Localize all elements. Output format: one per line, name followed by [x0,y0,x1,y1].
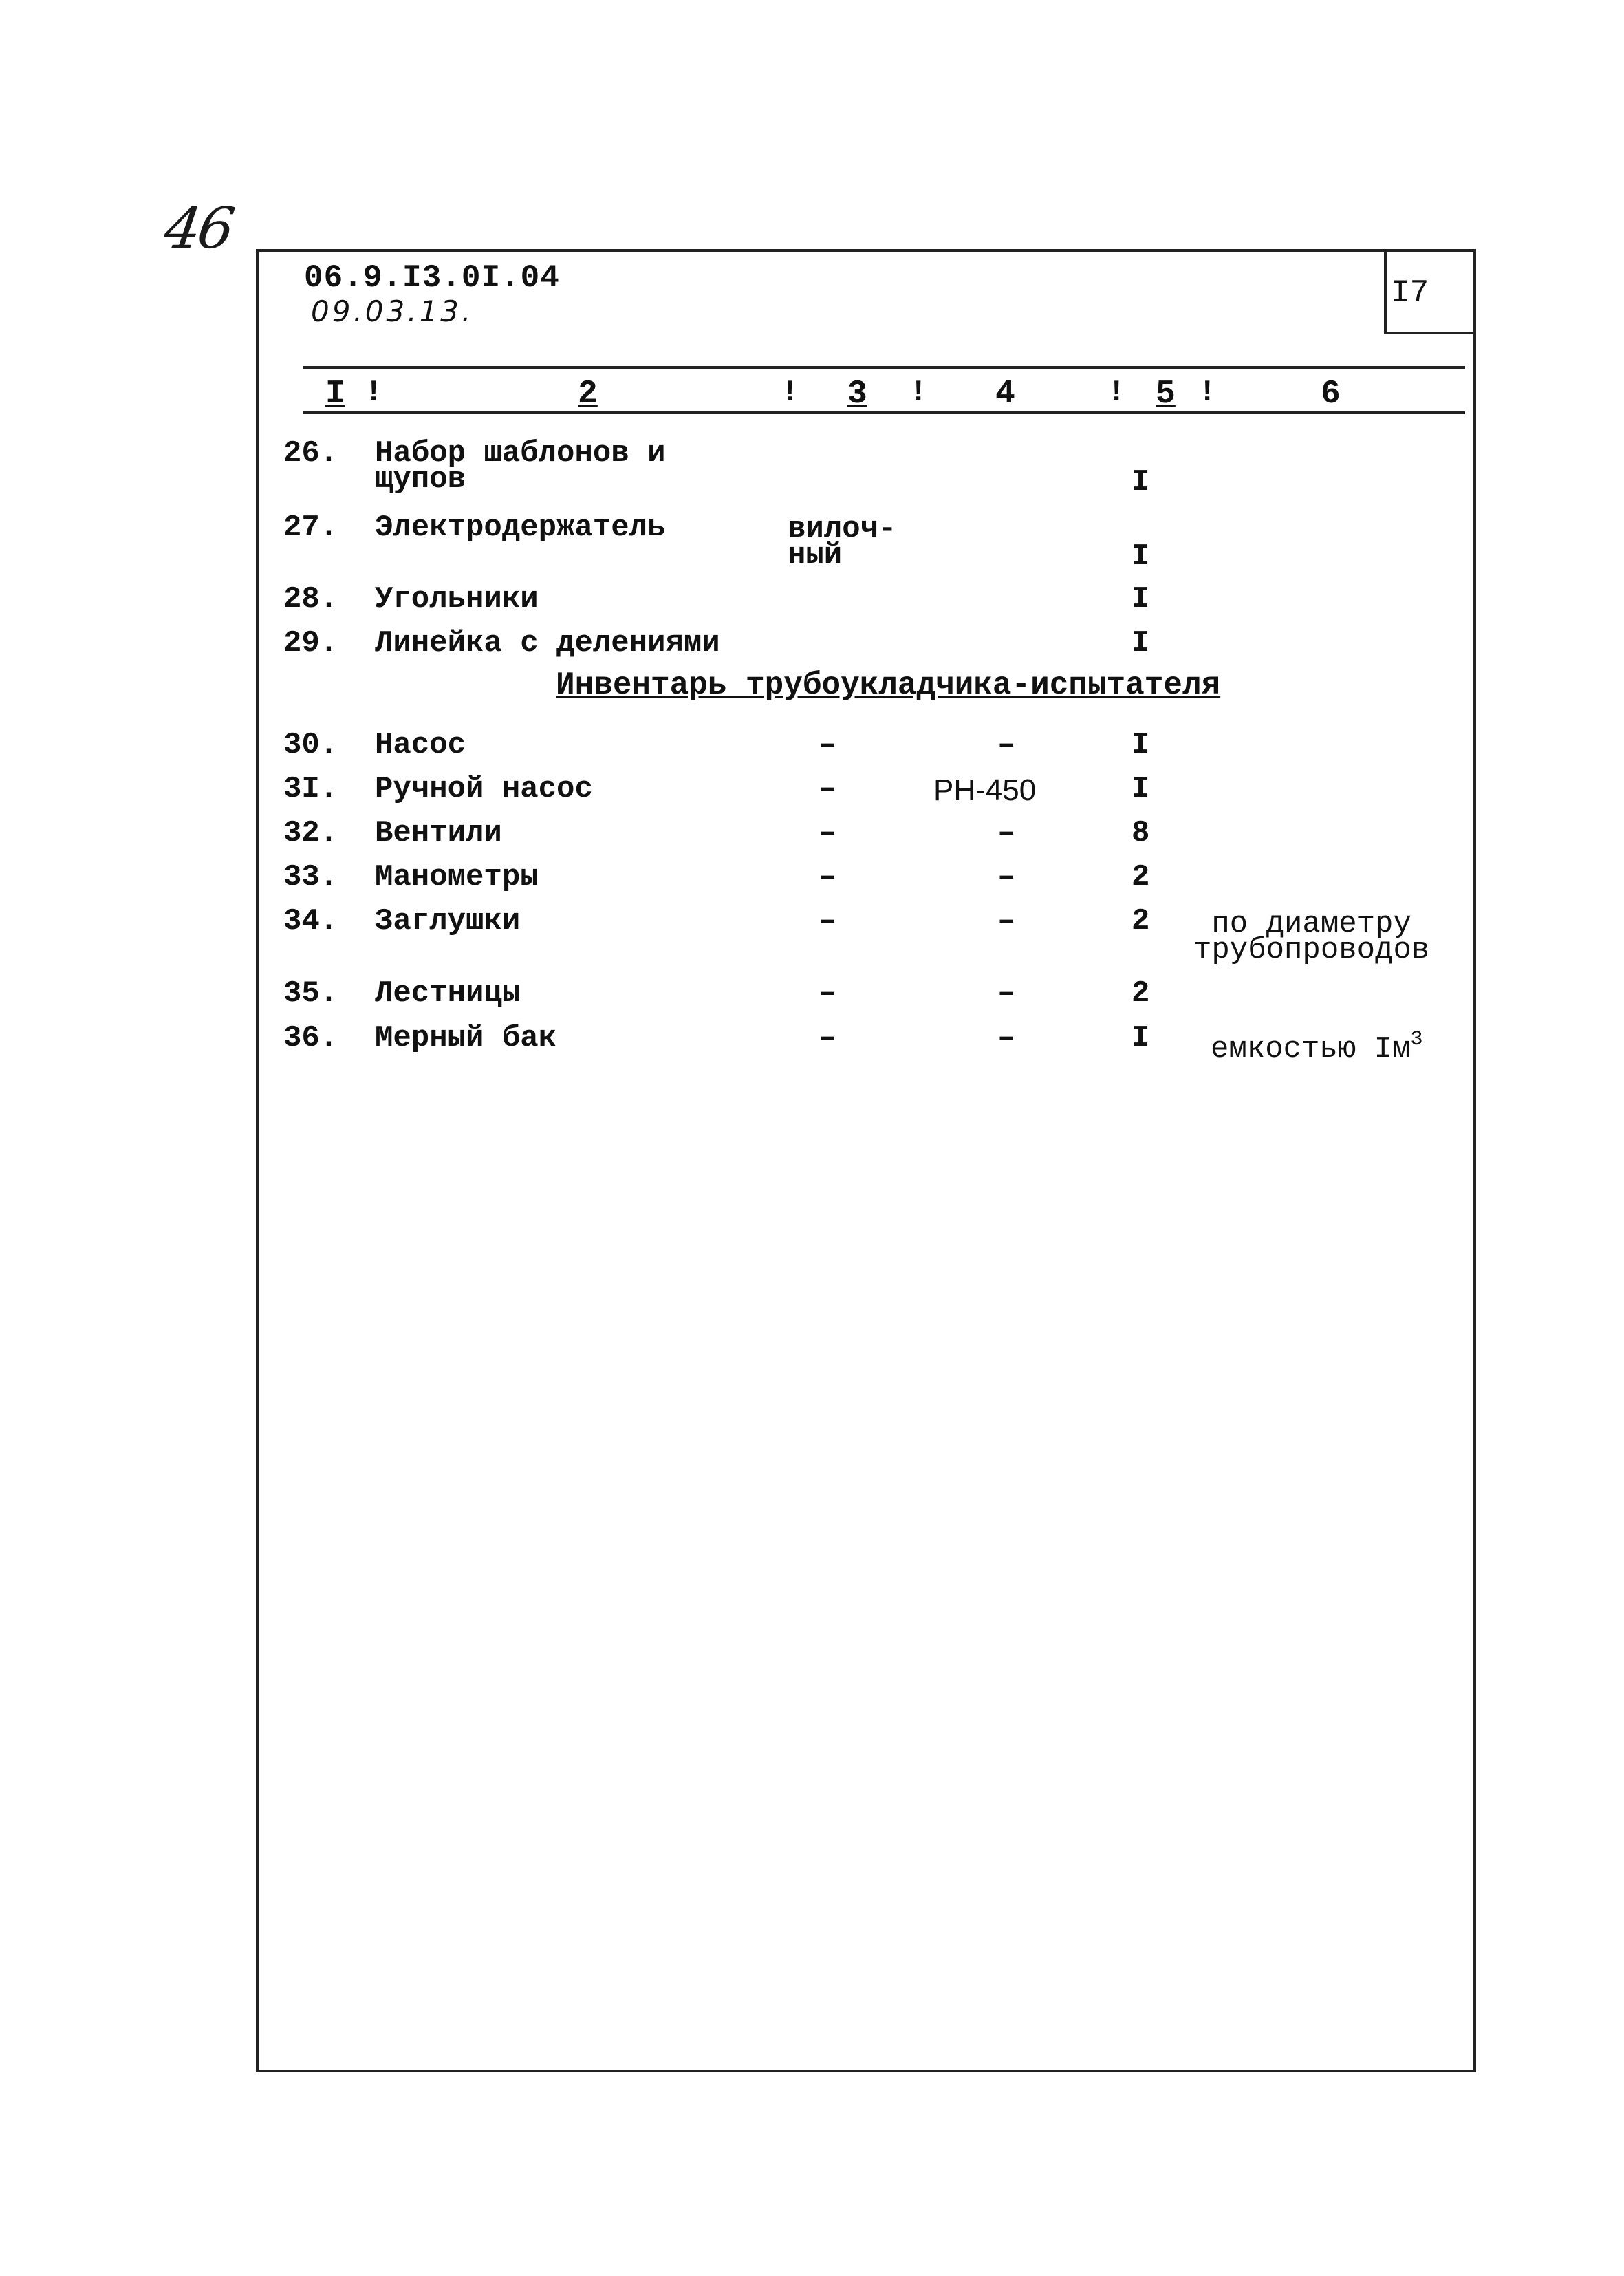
row-quantity: 2 [1132,860,1150,894]
section-title: Инвентарь трубоукладчика-испытателя [556,667,1221,703]
document-date: 09.03.13. [311,294,474,328]
column-separator: ! [365,376,383,410]
row-item-name: Вентили [375,816,502,850]
header-bottom-rule [303,411,1465,414]
row-item-name: Набор шаблонов и щупов [375,436,666,497]
row-item-name: Мерный бак [375,1021,557,1055]
row-item-name: Ручной насос [375,772,593,806]
column-separator: ! [781,376,799,410]
row-number: 36. [283,1021,338,1055]
row-item-name: Насос [375,728,466,762]
row-dash: – [819,728,837,762]
row-quantity: I [1132,772,1150,806]
row-note: емкостью $Iм^3$ [1211,1028,1423,1066]
row-number: 29. [283,626,338,661]
row-number: 26. [283,436,338,471]
row-item-name: Лестницы [375,976,521,1011]
row-quantity: I [1132,728,1150,762]
row-dash: – [819,976,837,1011]
row-quantity: I [1132,539,1150,574]
row-dash: – [997,904,1016,938]
column-header-5: 5 [1156,376,1176,413]
row-dash: – [997,728,1016,762]
row-item-name: Манометры [375,860,539,894]
column-header-3: 3 [847,376,867,413]
handwritten-page-mark: 46 [160,196,237,261]
row-dash: – [819,904,837,938]
column-header-6: 6 [1321,376,1341,413]
header-top-rule [303,366,1465,369]
column-header-4: 4 [995,376,1015,413]
row-dash: – [819,816,837,850]
row-dash: – [819,860,837,894]
row-model: РН-450 [933,773,1037,807]
superscript: 3 [1410,1028,1423,1051]
column-header-1: I [325,376,345,413]
row-number: 33. [283,860,338,894]
row-quantity: I [1132,626,1150,661]
row-quantity: I [1132,582,1150,616]
row-note: по диаметру трубопроводов [1193,907,1430,967]
row-quantity: I [1132,465,1150,500]
row-number: 34. [283,904,338,938]
row-quantity: 2 [1132,904,1150,938]
column-header-2: 2 [578,376,598,413]
row-item-name: Электродержатель [375,511,666,545]
row-quantity: I [1132,1021,1150,1055]
row-number: 28. [283,582,338,616]
row-item-name: Заглушки [375,904,521,938]
column-separator: ! [1107,376,1126,410]
row-dash: – [997,1021,1016,1055]
row-number: 30. [283,728,338,762]
row-type: вилоч- ный [788,512,897,572]
row-quantity: 2 [1132,976,1150,1011]
row-quantity: 8 [1132,816,1150,850]
row-dash: – [997,976,1016,1011]
column-separator: ! [909,376,928,410]
row-item-name: Линейка с делениями [375,626,720,661]
row-number: 27. [283,511,338,545]
row-number: 32. [283,816,338,850]
document-code: 06.9.I3.0I.04 [304,260,560,296]
row-item-name: Угольники [375,582,539,616]
row-number: 3I. [283,772,338,806]
row-dash: – [819,772,837,806]
sheet-number: I7 [1391,275,1429,311]
row-dash: – [819,1021,837,1055]
row-dash: – [997,816,1016,850]
row-dash: – [997,860,1016,894]
column-separator: ! [1198,376,1217,410]
row-number: 35. [283,976,338,1011]
